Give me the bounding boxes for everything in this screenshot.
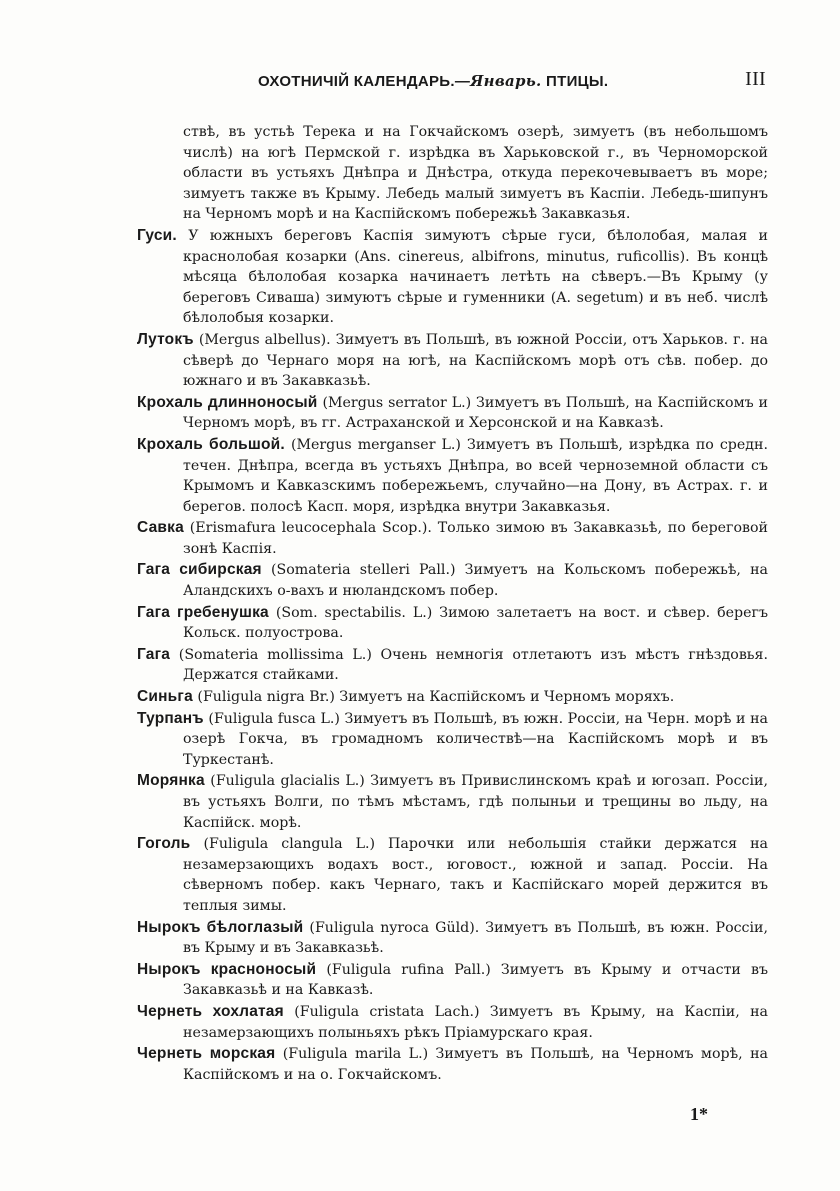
entry-text: (Fuligula clangula L.) Парочки или небольшія стайки держатся на незамерзающихъ водахъ вост., юговост., южной и запад. Россіи. На сѣверномъ побер. какъ Чернаго, такъ и Каспійскаго морей держится въ теплыя зимы. <box>183 836 769 914</box>
entry-heading: Чернеть морская <box>137 1045 276 1063</box>
entry-smew <box>137 330 768 392</box>
entry-heading: Савка <box>137 519 184 537</box>
entry-text: (Somateria mollissima L.) Очень немногія отлетаютъ изъ мѣстъ гнѣздовья. Держатся стайками. <box>178 646 768 684</box>
entry-text: (Fuligula nigra Br.) Зимуетъ на Каспійскомъ и Черномъ моряхъ. <box>197 689 675 706</box>
entry-greater-scaup <box>137 1044 768 1085</box>
entry-heading: Турпанъ <box>137 709 204 727</box>
entry-red-crested-pochard <box>137 960 768 1001</box>
entry-text: (Erismafura leucocephala Scop.). Только зимою въ Закавказьѣ, по береговой зонѣ Каспія. <box>183 520 769 557</box>
entry-text: (Mergus serrator L.) Зимуетъ въ Польшѣ, на Каспійскомъ и Черномъ морѣ, въ гг. Астраханской и Херсонской и на Кавказѣ. <box>183 394 769 432</box>
entry-heading: Морянка <box>137 772 205 790</box>
entry-king-eider <box>137 603 768 644</box>
header-title <box>258 72 608 90</box>
entry-text: (Somateria stelleri Pall.) Зимуетъ на Кольскомъ побережьѣ, на Аландскихъ о-вахъ и нюландскомъ побер. <box>183 562 768 600</box>
entry-text: ствѣ, въ устьѣ Терека и на Гокчайскомъ озерѣ, зимуетъ (въ небольшомъ числѣ) на югѣ Пермской г. изрѣдка въ Харьковской г., въ Черноморской области въ устьяхъ Днѣпра и Днѣстра, откуда перекочевываетъ въ море; зимуетъ также въ Крыму. Лебедь малый зимуетъ въ Каспіи. Лебедь-шипунъ на Черномъ морѣ и на Каспійскомъ побережьѣ Закавказья. <box>183 124 768 223</box>
entry-heading: Нырокъ бѣлоглазый <box>137 918 304 936</box>
entry-ferruginous-duck <box>137 918 768 959</box>
entry-goldeneye <box>137 834 768 916</box>
entry-text: (Mergus albellus). Зимуетъ въ Польшѣ, въ южной Россіи, отъ Харьков. г. на сѣверѣ до Чернаго моря на югѣ, на Каспійскомъ морѣ отъ сѣв. побер. до южнаго и въ Закавказьѣ. <box>183 331 768 390</box>
page-number: III <box>745 68 766 90</box>
entry-text: (Fuligula glacialis L.) Зимуетъ въ Привислинскомъ краѣ и югозап. Россіи, въ устьяхъ Волги, по тѣмъ мѣстамъ, гдѣ полыньи и трещины во льду, на Каспійск. морѣ. <box>183 773 768 831</box>
entry-heading: Гоголь <box>137 835 191 853</box>
header-title-prefix: ОХОТНИЧІЙ КАЛЕНДАРЬ.— <box>258 73 471 90</box>
entry-text: (Fuligula rufina Pall.) Зимуетъ въ Крыму и отчасти въ Закавказьѣ и на Кавказѣ. <box>183 961 768 999</box>
entry-common-scoter <box>137 687 768 708</box>
entry-goosander <box>137 435 768 517</box>
header-title-suffix: ПТИЦЫ. <box>541 73 609 90</box>
entry-tufted-duck <box>137 1002 768 1043</box>
entry-text: (Mergus merganser L.) Зимуетъ въ Польшѣ, изрѣдка по средн. течен. Днѣпра, всегда въ устьяхъ Днѣпра, во всей черноземной области съ Крымомъ и Кавказскимъ побережьемъ, случайно—на Дону, въ Астрах. г. и берегов. полосѣ Касп. моря, изрѣдка внутри Закавказья. <box>183 436 768 515</box>
signature-mark: 1* <box>690 1104 708 1124</box>
entry-stellers-eider <box>137 560 768 601</box>
entry-heading: Чернеть хохлатая <box>137 1002 284 1020</box>
entry-text: (Som. spectabilis. L.) Зимою залетаетъ на вост. и сѣвер. берегъ Кольск. полуострова. <box>183 604 768 642</box>
entry-text: (Fuligula marila L.) Зимуетъ въ Польшѣ, на Черномъ морѣ, на Каспійскомъ и на о. Гокчайскомъ. <box>183 1046 768 1083</box>
entry-text: (Fuligula fusca L.) Зимуетъ въ Польшѣ, въ южн. Россіи, на Черн. морѣ и на озерѣ Гокча, въ громадномъ количествѣ—на Каспійскомъ морѣ и въ Туркестанѣ. <box>183 710 768 768</box>
entry-heading: Гага гребенушка <box>137 603 269 621</box>
entry-long-tailed-duck <box>137 771 768 833</box>
entry-red-breasted-merganser <box>137 393 768 434</box>
entry-heading: Крохаль большой. <box>137 435 285 453</box>
running-header <box>258 68 768 94</box>
entry-heading: Синьга <box>137 688 193 706</box>
continued-paragraph <box>137 122 768 225</box>
entry-text: У южныхъ береговъ Каспія зимуютъ сѣрые гуси, бѣлолобая, малая и краснолобая козарки (Ans. cinereus, albifrons, minutus, ruficollis). Въ концѣ мѣсяца бѣлолобая козарка начинаетъ летѣть на сѣверъ.—Въ Крыму (у береговъ Сиваша) зимуютъ сѣрые и гуменники (A. segetum) и въ неб. числѣ бѣлолобыя козарки. <box>183 227 769 327</box>
entry-heading: Крохаль длинноносый <box>137 393 318 411</box>
entry-heading: Лутокъ <box>137 330 194 348</box>
entry-heading: Гуси. <box>137 226 177 244</box>
entry-heading: Гага сибирская <box>137 561 262 579</box>
header-title-month: Январь. <box>470 72 542 90</box>
entry-white-headed-duck <box>137 518 768 559</box>
page-body <box>137 122 768 1086</box>
entry-heading: Нырокъ красноносый <box>137 960 317 978</box>
entry-heading: Гага <box>137 645 171 663</box>
entry-velvet-scoter <box>137 709 768 771</box>
entry-text: (Fuligula cristata Lach.) Зимуетъ въ Крыму, на Каспіи, на незамерзающихъ полыньяхъ рѣкъ Пріамурскаго края. <box>183 1003 768 1041</box>
entry-common-eider <box>137 645 768 686</box>
entry-text: (Fuligula nyroca Güld). Зимуетъ въ Польшѣ, въ южн. Россіи, въ Крыму и въ Закавказьѣ. <box>183 919 769 957</box>
entry-geese <box>137 226 768 329</box>
